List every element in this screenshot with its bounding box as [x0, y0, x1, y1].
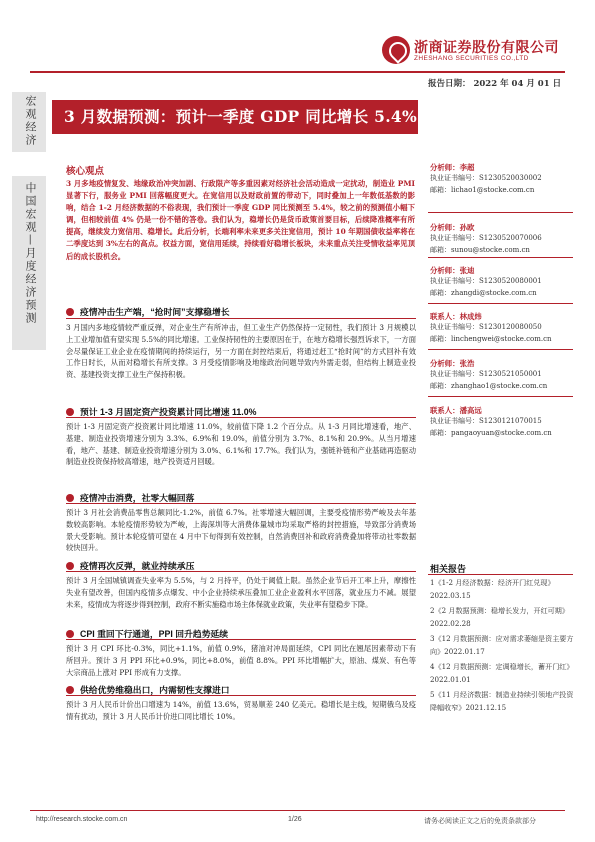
analyst-email: 邮箱：pangaoyuan@stocke.com.cn	[430, 428, 552, 437]
report-date: 报告日期： 2022 年 04 月 01 日	[428, 79, 562, 89]
section-heading-employment: 疫情再次反弹，就业持续承压	[66, 559, 194, 572]
header-divider	[30, 71, 565, 73]
company-logo-icon	[382, 36, 410, 64]
analyst-email: 邮箱：linchengwei@stocke.com.cn	[430, 334, 552, 343]
bullet-icon	[66, 408, 74, 416]
company-name-cn: 浙商证券股份有限公司	[414, 40, 559, 56]
section-text-consumption: 预计 3 月社会消费品零售总额同比-1.2%，前值 6.7%。社零增速大幅回调，主要受疫情形势严峻及去年基数较高影响。本轮疫情形势较为严峻，上海深圳等大消费体量城市均采取严格的封控措施，导致部分消费场景大受影响。预计本轮疫情可望在 4 月中下旬得到有效控制，自然消费回补和政府消费叠加将带动社零数据较快回升。	[66, 508, 416, 553]
core-text: 3 月多地疫情复发、地缘政治冲突加剧、行政限产等多重因素对经济社会活动造成一定扰动，制造业 PMI 显著下行，服务业 PMI 回落幅度更大。在宽信用以及财政前置的带动下，同时叠加上一年数低基数的影响，结合 1-2 月经济数据的不俗表现，我们预计一季度 GDP 同比预测至 5.4%，较之前的预测值小幅下调，但相较前值 4% 仍是一份不错的答卷。我们认为，稳增长仍是货币政策首要目标，后续降准概率有所提高，继续发力宽信用、稳增长。此后分析，长端利率未来更多关注宽信用，预计 10 年期国债收益率将在二季度达到 3%左右的高点。权益方面，宽信用延续，持续看好稳增长板块，未来重点关注受情收益率见顶后的成长股机会。	[66, 179, 415, 261]
related-report-item[interactable]: 4《12 月数据预测：定调稳增长，蓄开门红》2022.01.01	[430, 662, 574, 684]
bullet-icon	[66, 308, 74, 316]
section-text-investment: 预计 1-3 月固定资产投资累计同比增速 11.0%，较前值下降 1.2 个百分点。从 1-3 月同比增速看，地产、基建、制造业投资增速分别为 3.3%、6.9%和 19.0%，前值分别为 3.7%、8.1%和 20.9%。从当月增速看，地产、基建、制造业投资增速分别为 3.0%、6.1%和 17.7%。我们认为，强链补链和产业基础再造驱动制造业投资保持较高增速，地产投资适月回暖。	[66, 422, 416, 467]
analyst-divider	[428, 303, 573, 304]
analyst-email: 邮箱：sunou@stocke.com.cn	[430, 245, 530, 254]
bullet-icon	[66, 686, 74, 694]
section-text-employment: 预计 3 月全国城镇调查失业率为 5.5%，与 2 月持平，仍处于阈值上限。虽然企业节后开工率上升，摩擦性失业有望改善，但国内疫情多点爆发、中小企业持续承压叠加工业企业盈利水平回落，就业压力不减。展望未来，疫情成为将逐步得到控制，政府不断实施稳市场主体保就业政策，失业率有望稳步下降。	[66, 576, 416, 609]
analyst-card	[430, 162, 575, 196]
section-heading-trade: 供给优势维稳出口，内需韧性支撑进口	[66, 683, 230, 696]
core-heading: 核心观点	[66, 166, 105, 177]
analyst-cert: 执业证书编号：S1230520080001	[430, 277, 542, 285]
analyst-name: 分析师：孙欧	[430, 223, 475, 232]
related-report-item[interactable]: 1《1-2 月经济数据：经济开门红兑现》2022.03.15	[430, 578, 555, 600]
bullet-icon	[66, 562, 74, 570]
section-heading-consumption: 疫情冲击消费，社零大幅回落	[66, 491, 194, 504]
bullet-icon	[66, 494, 74, 502]
related-report-item[interactable]: 2《2 月数据预测：稳增长发力，开红可期》2022.02.28	[430, 606, 569, 628]
related-report-item[interactable]: 5《11 月经济数据：制造业持续引领地产投资降幅收窄》2021.12.15	[430, 690, 574, 712]
analyst-name: 分析师：张迪	[430, 266, 475, 275]
analyst-email: 邮箱：lichao1@stocke.com.cn	[430, 185, 535, 194]
analyst-cert: 执业证书编号：S1230520030002	[430, 174, 542, 182]
rail-series: 中国宏观—月度经济预测	[24, 182, 37, 325]
analyst-divider	[428, 257, 573, 258]
related-reports-heading: 相关报告	[430, 565, 467, 575]
analyst-cert: 执业证书编号：S1230120080050	[430, 323, 542, 331]
section-heading-investment: 预计 1-3 月固定资产投资累计同比增速 11.0%	[66, 405, 256, 418]
footer-divider	[30, 810, 565, 811]
analyst-divider	[428, 396, 573, 397]
rail-category: 宏观经济	[24, 95, 37, 147]
analyst-card	[430, 405, 575, 439]
analyst-name: 联系人：潘高远	[430, 406, 482, 415]
section-divider	[66, 695, 416, 696]
bullet-icon	[66, 630, 74, 638]
section-divider	[66, 417, 416, 418]
footer-url-link[interactable]: http://research.stocke.com.cn	[36, 816, 128, 823]
analyst-cert: 执业证书编号：S1230521050001	[430, 370, 542, 378]
company-name-en: ZHESHANG SECURITIES CO.,LTD	[414, 55, 529, 62]
analyst-name: 分析师：张浩	[430, 359, 475, 368]
analyst-name: 联系人：林成炜	[430, 312, 482, 321]
related-report-item[interactable]: 3《12 月数据预测：应对需求萎缩是资主要方向》2022.01.17	[430, 634, 574, 656]
section-divider	[66, 571, 416, 572]
page-number: 1/26	[288, 816, 302, 823]
section-heading-prices: CPI 重回下行通道，PPI 回升趋势延续	[66, 627, 228, 640]
page-title: 3 月数据预测：预计一季度 GDP 同比增长 5.4%	[64, 107, 417, 126]
analyst-card	[430, 311, 575, 345]
section-divider	[66, 318, 416, 319]
analyst-divider	[428, 349, 573, 350]
section-text-production: 3 月国内多地疫情较严重反弹，对企业生产有所冲击，但工业生产仍然保持一定韧性，我们预计 3 月规模以上工业增加值有望实现 5.5%的同比增速。工业保持韧性的主要原因在于，在地方稳增长强烈诉求下，一方面会尽量保证工业企业在疫情期间的持续运行，另一方面在封控结束后，将通过赶工“抢时间”的方式回补有效工作日时长，从而对稳增长有所支撑。3 月受疫情影响及地缘政治问题导致内外需走弱，但结构上制造业投资、基建投资支撑工业生产保持积极。	[66, 323, 416, 380]
analyst-divider	[428, 212, 573, 213]
analyst-email: 邮箱：zhangdi@stocke.com.cn	[430, 288, 537, 297]
analyst-email: 邮箱：zhanghao1@stocke.com.cn	[430, 381, 548, 390]
section-heading-production: 疫情冲击生产端，“抢时间”支撑稳增长	[66, 305, 230, 318]
analyst-name: 分析师：李超	[430, 163, 475, 172]
footer-disclaimer: 请务必阅读正文之后的免责条款部分	[424, 817, 536, 825]
section-text-trade: 预计 3 月人民币计价出口增速为 14%，前值 13.6%，贸易顺差 240 亿美元。稳增长是主线，短期俄乌及疫情有扰动，预计 3 月人民币计价进口同比增长 10%。	[66, 700, 416, 721]
section-divider	[66, 639, 416, 640]
related-divider	[428, 574, 573, 575]
analyst-card	[430, 265, 575, 299]
analyst-card	[430, 222, 575, 256]
analyst-cert: 执业证书编号：S1230520070006	[430, 234, 542, 242]
analyst-card	[430, 358, 575, 392]
section-text-prices: 预计 3 月 CPI 环比-0.3%，同比+1.1%，前值 0.9%，猪油对冲局面延续，CPI 同比在翘尾因素带动下有所回升。预计 3 月 PPI 环比+0.9%，同比+8.0%，前值 8.8%。PPI 环比增幅扩大，原油、煤炭、有色等大宗商品上涨对 PPI 形成有力支撑。	[66, 644, 416, 677]
section-divider	[66, 503, 416, 504]
analyst-cert: 执业证书编号：S1230121070015	[430, 417, 542, 425]
